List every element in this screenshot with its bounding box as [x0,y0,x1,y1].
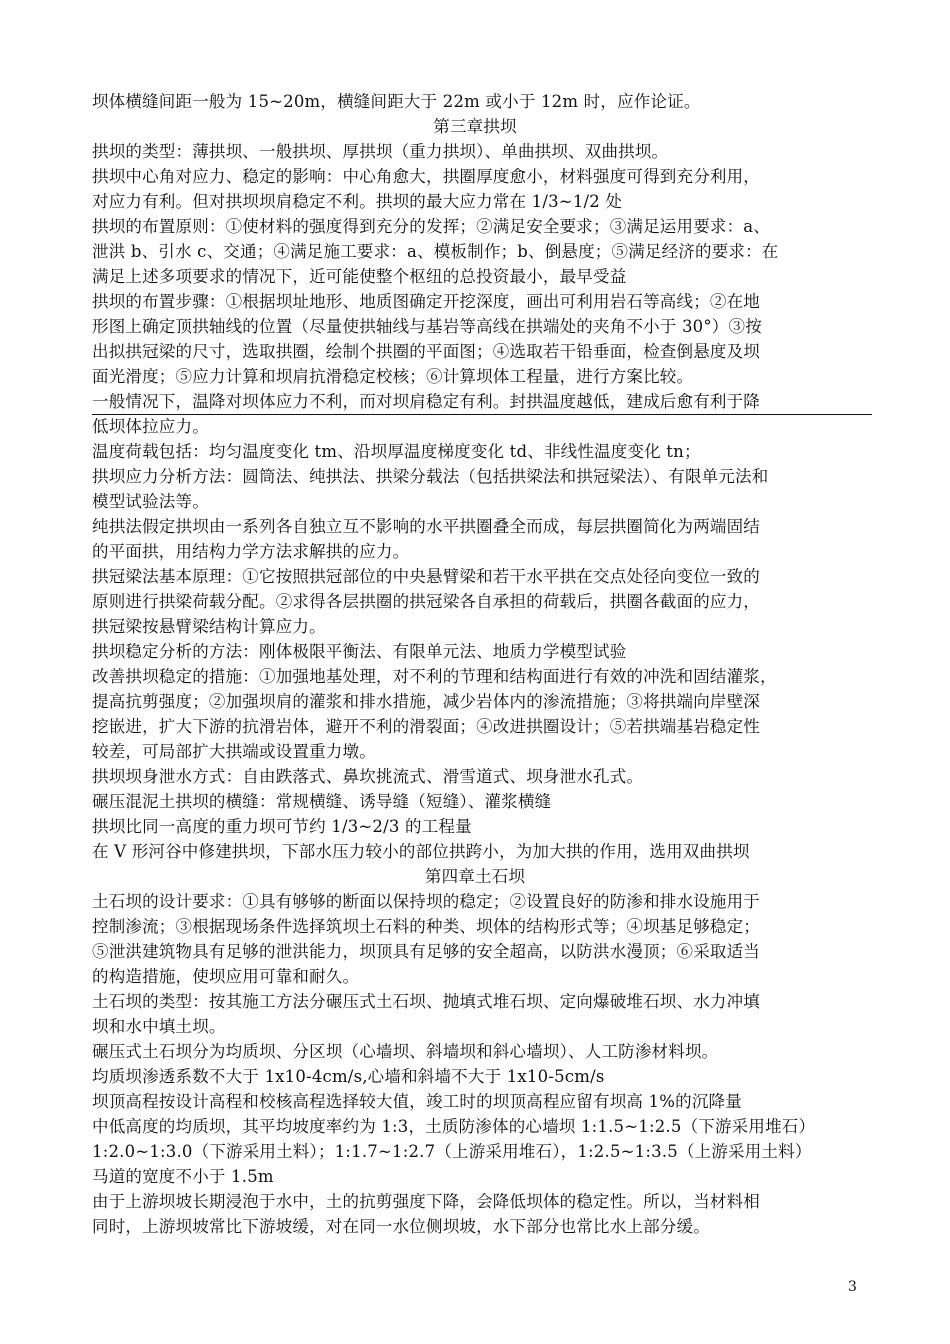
text-line: 拱坝中心角对应力、稳定的影响：中心角愈大，拱圈厚度愈小，材料强度可得到充分利用， [92,167,760,186]
text-line: 马道的宽度不小于 1.5m [92,1167,274,1186]
text-line: 在 V 形河谷中修建拱坝，下部水压力较小的部位拱跨小，为加大拱的作用，选用双曲拱坝 [92,842,750,861]
text-line: 挖嵌进，扩大下游的抗滑岩体，避开不利的滑裂面；④改进拱圈设计；⑤若拱端基岩稳定性 [92,717,760,736]
text-line: 拱坝比同一高度的重力坝可节约 1/3~2/3 的工程量 [92,817,472,836]
text-line: 土石坝的类型：按其施工方法分碾压式土石坝、抛填式堆石坝、定向爆破堆石坝、水力冲填 [92,992,760,1011]
text-line: 泄洪 b、引水 c、交通；④满足施工要求：a、模板制作；b、倒悬度；⑤满足经济的要求：在 [92,242,779,261]
text-line: 拱冠梁按悬臂梁结构计算应力。 [92,617,326,636]
text-line: 拱坝应力分析方法：圆筒法、纯拱法、拱梁分载法（包括拱梁法和拱冠梁法）、有限单元法和 [92,467,769,486]
text-line: 一般情况下，温降对坝体应力不利，而对坝肩稳定有利。封拱温度越低，建成后愈有利于降 [92,390,872,415]
text-line: 对应力有利。但对拱坝坝肩稳定不利。拱坝的最大应力常在 1/3~1/2 处 [92,192,623,211]
text-line: 中低高度的均质坝，其平均坡度率约为 1:3，土质防渗体的心墙坝 1:1.5~1:2.5（下游采用堆石） [92,1117,816,1136]
text-line: 提高抗剪强度；②加强坝肩的灌浆和排水措施，减少岩体内的渗流措施；③将拱端向岸壁深 [92,692,760,711]
text-line: ⑤泄洪建筑物具有足够的泄洪能力，坝顶具有足够的安全超高，以防洪水漫顶；⑥采取适当 [92,942,760,961]
text-line: 拱坝坝身泄水方式：自由跌落式、鼻坎挑流式、滑雪道式、坝身泄水孔式。 [92,767,644,786]
text-line: 改善拱坝稳定的措施：①加强地基处理，对不利的节理和结构面进行有效的冲洗和固结灌浆， [92,667,777,686]
text-line: 出拟拱冠梁的尺寸，选取拱圈，绘制个拱圈的平面图；④选取若干铅垂面，检查倒悬度及坝 [92,342,760,361]
text-line: 拱坝的类型：薄拱坝、一般拱坝、厚拱坝（重力拱坝）、单曲拱坝、双曲拱坝。 [92,142,669,161]
text-line: 拱坝的布置原则：①使材料的强度得到充分的发挥；②满足安全要求；③满足运用要求：a、 [92,217,771,236]
text-line: 原则进行拱梁荷载分配。②求得各层拱圈的拱冠梁各自承担的荷载后，拱圈各截面的应力， [92,592,760,611]
text-line: 坝体横缝间距一般为 15~20m，横缝间距大于 22m 或小于 12m 时，应作论证。 [92,92,701,111]
text-line: 温度荷载包括：均匀温度变化 tm、沿坝厚温度梯度变化 td、非线性温度变化 tn； [92,442,701,461]
text-line: 的构造措施，使坝应用可靠和耐久。 [92,967,360,986]
chapter-4-heading: 第四章土石坝 [424,867,526,886]
text-line: 低坝体拉应力。 [92,417,209,436]
text-line: 同时，上游坝坡常比下游坡缓，对在同一水位侧坝坡，水下部分也常比水上部分缓。 [92,1217,710,1236]
text-line: 拱坝稳定分析的方法：刚体极限平衡法、有限单元法、地质力学模型试验 [92,642,627,661]
text-line: 控制渗流；③根据现场条件选择筑坝土石料的种类、坝体的结构形式等；④坝基足够稳定； [92,917,760,936]
text-line: 碾压式土石坝分为均质坝、分区坝（心墙坝、斜墙坝和斜心墙坝）、人工防渗材料坝。 [92,1042,719,1061]
text-line: 坝顶高程按设计高程和校核高程选择较大值，竣工时的坝顶高程应留有坝高 1%的沉降量 [92,1092,742,1111]
text-line: 1:2.0~1:3.0（下游采用土料）；1:1.7~1:2.7（上游采用堆石），1:2.5~1:3.5（上游采用土料） [92,1142,812,1161]
text-line: 较差，可局部扩大拱端或设置重力墩。 [92,742,376,761]
text-line: 拱冠梁法基本原理：①它按照拱冠部位的中央悬臂梁和若干水平拱在交点处径向变位一致的 [92,567,760,586]
text-line: 拱坝的布置步骤：①根据坝址地形、地质图确定开挖深度，画出可利用岩石等高线；②在地 [92,292,760,311]
text-line: 碾压混泥土拱坝的横缝：常规横缝、诱导缝（短缝）、灌浆横缝 [92,792,552,811]
text-line: 的平面拱，用结构力学方法求解拱的应力。 [92,542,410,561]
text-line: 坝和水中填土坝。 [92,1017,226,1036]
text-line: 模型试验法等。 [92,492,209,511]
text-line: 土石坝的设计要求：①具有够够的断面以保持坝的稳定；②设置良好的防渗和排水设施用于 [92,892,760,911]
page-number: 3 [848,1279,857,1295]
text-line: 满足上述多项要求的情况下，近可能使整个枢纽的总投资最小，最早受益 [92,267,627,286]
text-line: 均质坝渗透系数不大于 1x10-4cm/s,心墙和斜墙不大于 1x10-5cm/s [92,1067,605,1086]
text-line: 形图上确定顶拱轴线的位置（尽量使拱轴线与基岩等高线在拱端处的夹角不小于 30°）③按 [92,317,762,336]
text-line: 纯拱法假定拱坝由一系列各自独立互不影响的水平拱圈叠全而成，每层拱圈简化为两端固结 [92,517,760,536]
chapter-3-heading: 第三章拱坝 [433,117,517,136]
text-line: 由于上游坝坡长期浸泡于水中，土的抗剪强度下降，会降低坝体的稳定性。所以，当材料相 [92,1192,760,1211]
text-line: 面光滑度；⑤应力计算和坝肩抗滑稳定校核；⑥计算坝体工程量，进行方案比较。 [92,367,694,386]
